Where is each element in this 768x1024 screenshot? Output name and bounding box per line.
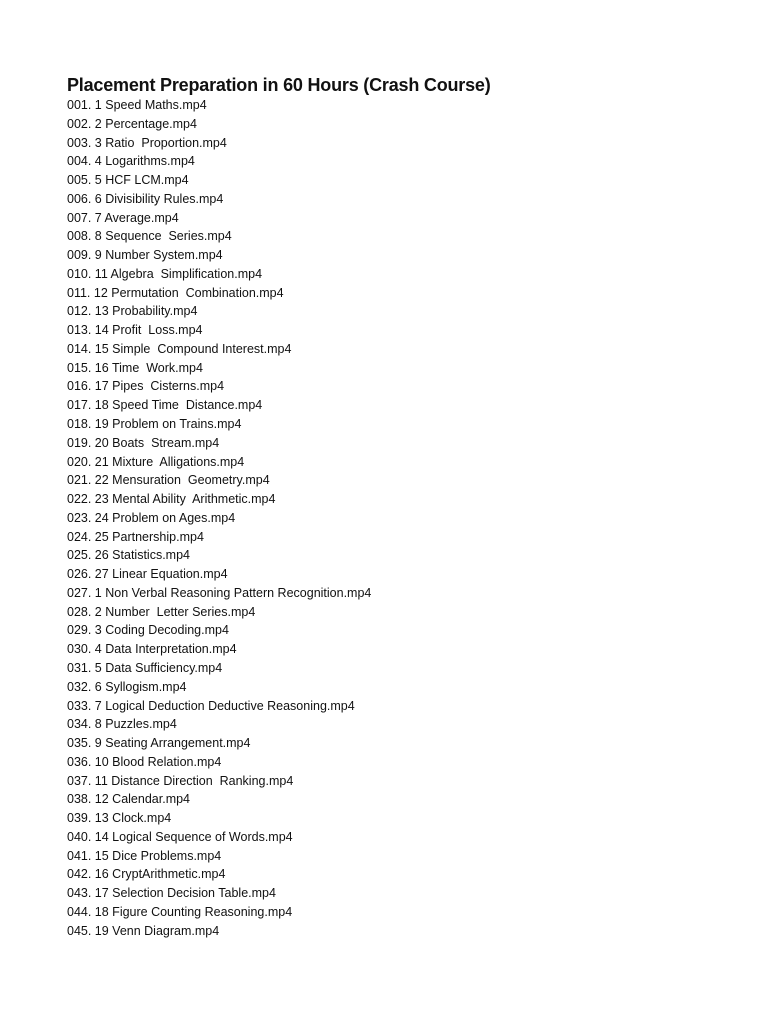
list-item: 041. 15 Dice Problems.mp4 bbox=[67, 848, 222, 863]
list-item: 014. 15 Simple Compound Interest.mp4 bbox=[67, 341, 292, 356]
list-item: 033. 7 Logical Deduction Deductive Reasoning.mp4 bbox=[67, 698, 355, 713]
list-item: 030. 4 Data Interpretation.mp4 bbox=[67, 642, 237, 657]
list-item: 005. 5 HCF LCM.mp4 bbox=[67, 173, 189, 188]
list-item: 029. 3 Coding Decoding.mp4 bbox=[67, 623, 229, 638]
list-item: 002. 2 Percentage.mp4 bbox=[67, 116, 197, 131]
list-item: 024. 25 Partnership.mp4 bbox=[67, 529, 204, 544]
document-title: Placement Preparation in 60 Hours (Crash Course) bbox=[67, 75, 491, 95]
list-item: 025. 26 Statistics.mp4 bbox=[67, 548, 190, 563]
list-item: 019. 20 Boats Stream.mp4 bbox=[67, 435, 220, 450]
list-item: 006. 6 Divisibility Rules.mp4 bbox=[67, 191, 224, 206]
list-item: 007. 7 Average.mp4 bbox=[67, 210, 179, 225]
list-item: 008. 8 Sequence Series.mp4 bbox=[67, 229, 232, 244]
list-item: 012. 13 Probability.mp4 bbox=[67, 304, 198, 319]
list-item: 020. 21 Mixture Alligations.mp4 bbox=[67, 454, 245, 469]
file-list bbox=[67, 96, 371, 940]
list-item: 032. 6 Syllogism.mp4 bbox=[67, 679, 187, 694]
list-item: 017. 18 Speed Time Distance.mp4 bbox=[67, 398, 263, 413]
list-item: 010. 11 Algebra Simplification.mp4 bbox=[67, 266, 263, 281]
list-item: 036. 10 Blood Relation.mp4 bbox=[67, 754, 222, 769]
list-item: 042. 16 CryptArithmetic.mp4 bbox=[67, 867, 226, 882]
list-item: 018. 19 Problem on Trains.mp4 bbox=[67, 417, 242, 432]
list-item: 013. 14 Profit Loss.mp4 bbox=[67, 323, 203, 338]
list-item: 043. 17 Selection Decision Table.mp4 bbox=[67, 886, 276, 901]
list-item: 003. 3 Ratio Proportion.mp4 bbox=[67, 135, 227, 150]
list-item: 037. 11 Distance Direction Ranking.mp4 bbox=[67, 773, 294, 788]
list-item: 022. 23 Mental Ability Arithmetic.mp4 bbox=[67, 492, 276, 507]
list-item: 011. 12 Permutation Combination.mp4 bbox=[67, 285, 284, 300]
list-item: 027. 1 Non Verbal Reasoning Pattern Recognition.mp4 bbox=[67, 585, 372, 600]
list-item: 035. 9 Seating Arrangement.mp4 bbox=[67, 736, 251, 751]
list-item: 028. 2 Number Letter Series.mp4 bbox=[67, 604, 256, 619]
list-item: 021. 22 Mensuration Geometry.mp4 bbox=[67, 473, 270, 488]
list-item: 040. 14 Logical Sequence of Words.mp4 bbox=[67, 829, 293, 844]
list-item: 044. 18 Figure Counting Reasoning.mp4 bbox=[67, 904, 293, 919]
list-item: 039. 13 Clock.mp4 bbox=[67, 811, 172, 826]
list-item: 034. 8 Puzzles.mp4 bbox=[67, 717, 177, 732]
list-item: 009. 9 Number System.mp4 bbox=[67, 248, 223, 263]
list-item: 004. 4 Logarithms.mp4 bbox=[67, 154, 195, 169]
list-item: 001. 1 Speed Maths.mp4 bbox=[67, 98, 207, 112]
list-item: 026. 27 Linear Equation.mp4 bbox=[67, 567, 228, 582]
list-item: 038. 12 Calendar.mp4 bbox=[67, 792, 191, 807]
list-item: 015. 16 Time Work.mp4 bbox=[67, 360, 203, 375]
list-item: 016. 17 Pipes Cisterns.mp4 bbox=[67, 379, 225, 394]
list-item: 031. 5 Data Sufficiency.mp4 bbox=[67, 660, 223, 675]
list-item: 045. 19 Venn Diagram.mp4 bbox=[67, 923, 220, 938]
list-item: 023. 24 Problem on Ages.mp4 bbox=[67, 510, 236, 525]
